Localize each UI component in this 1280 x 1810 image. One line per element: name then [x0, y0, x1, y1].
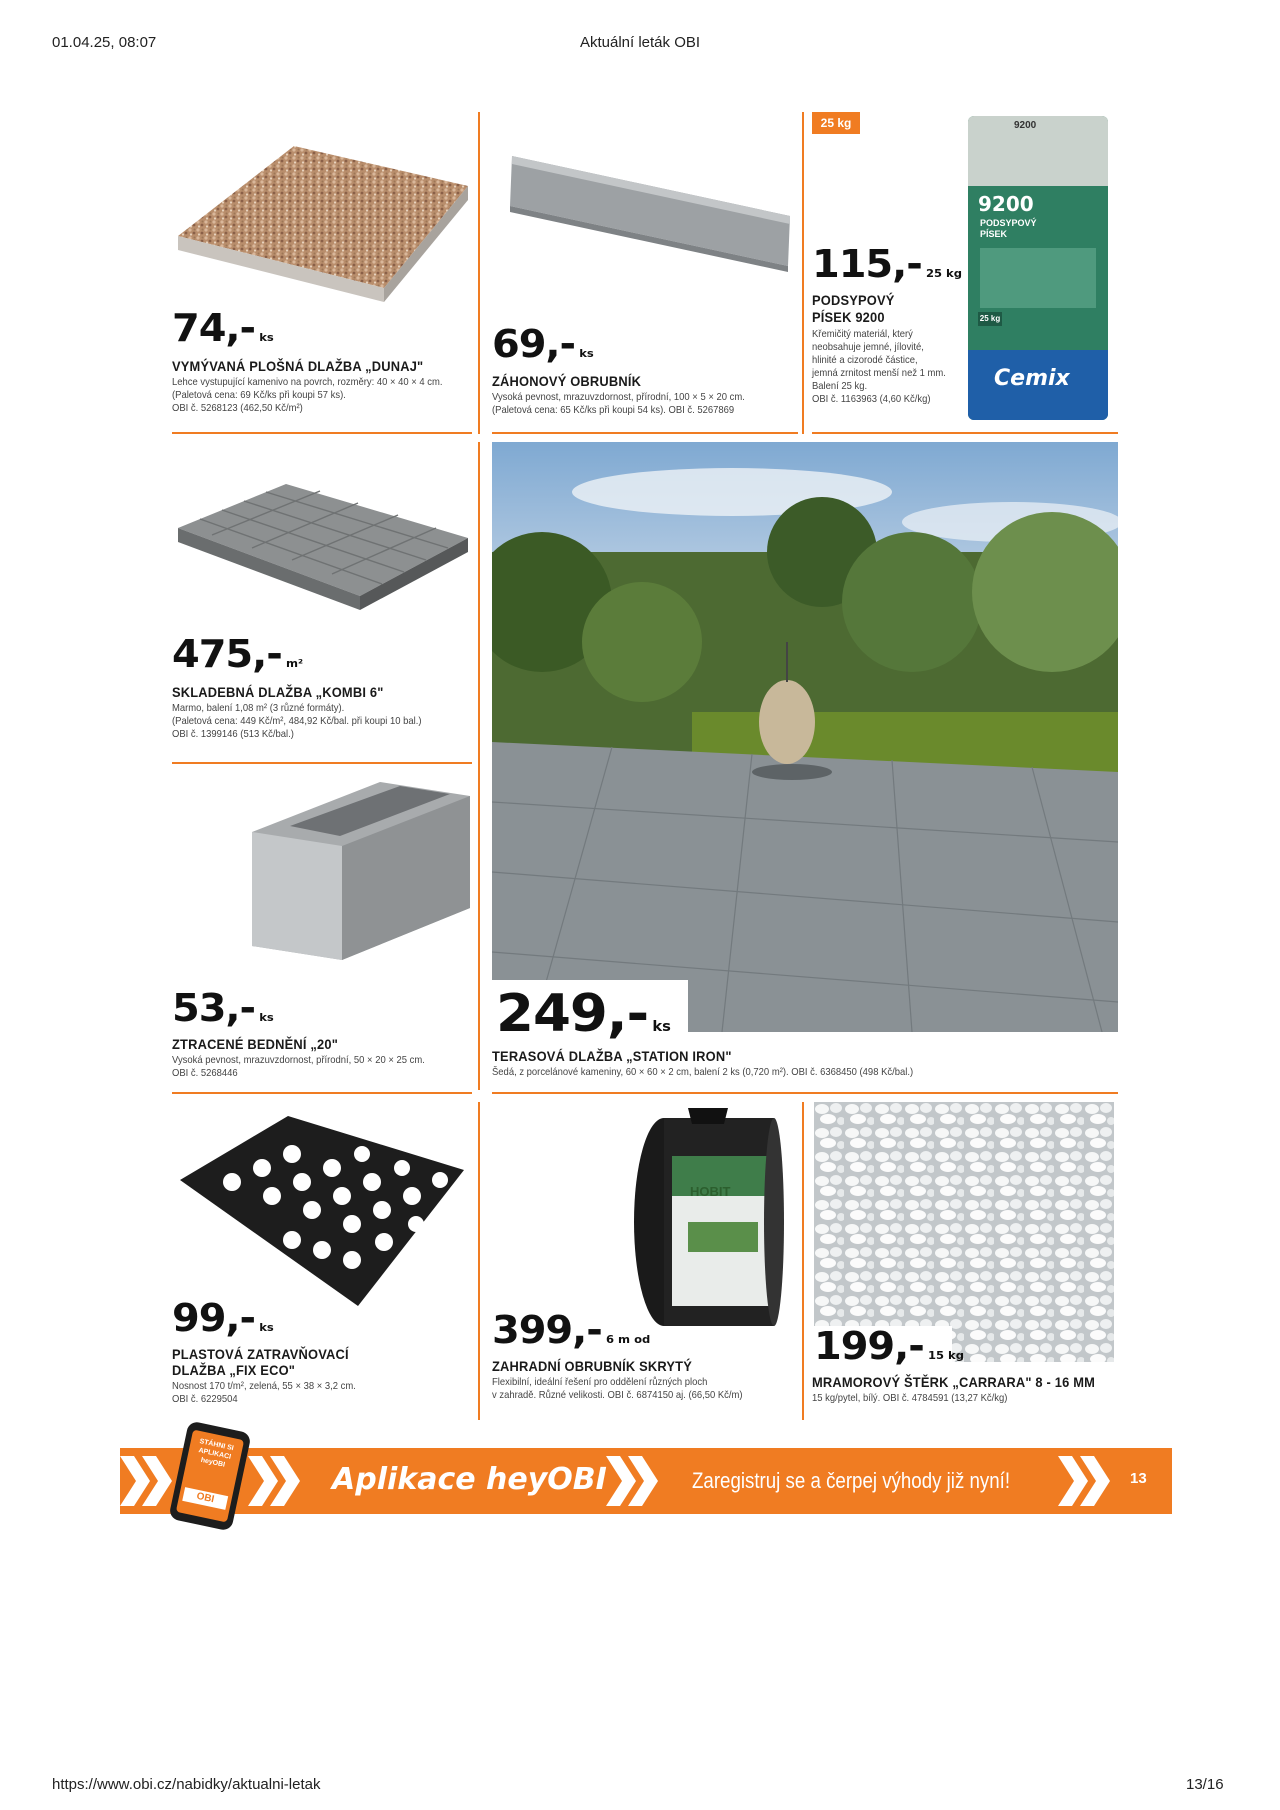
divider — [478, 112, 480, 434]
chevron-right-icon — [248, 1456, 308, 1506]
page-number: 13 — [1130, 1470, 1147, 1487]
divider — [172, 1092, 472, 1094]
price: 399,- 6 m od — [492, 1308, 651, 1352]
divider — [172, 762, 472, 764]
product-description: 15 kg/pytel, bílý. OBI č. 4784591 (13,27 Kč/kg) — [812, 1392, 1008, 1404]
product-image-carrara — [814, 1102, 1114, 1362]
price: 74,- ks — [172, 306, 274, 350]
product-title-line2: DLAŽBA „FIX ECO" — [172, 1362, 296, 1378]
product-title: VYMÝVANÁ PLOŠNÁ DLAŽBA „DUNAJ" — [172, 358, 424, 374]
divider — [802, 1102, 804, 1420]
product-description: Šedá, z porcelánové kameniny, 60 × 60 × 2 cm, balení 2 ks (0,720 m²). OBI č. 6368450 (498 Kč/bal.) — [492, 1066, 914, 1078]
chevron-right-icon — [1058, 1456, 1118, 1506]
product-description: Lehce vystupující kamenivo na povrch, rozměry: 40 × 40 × 4 cm. (Paletová cena: 69 Kč/ks při koupi 57 ks). OBI č. 5268123 (462,50 Kč/m²) — [172, 376, 443, 414]
price: 199,- 15 kg — [814, 1324, 965, 1368]
product-image-fix-eco — [172, 1110, 472, 1310]
app-label: Aplikace heyOBI — [332, 1462, 607, 1497]
app-banner[interactable] — [120, 1438, 1172, 1514]
banner-cta[interactable]: Zaregistruj se a čerpej výhody již nyní! — [692, 1468, 1011, 1493]
product-image-pisek-bag: 9200 9200 PODSYPOVÝ PÍSEK 25 kg Cemix — [968, 116, 1108, 420]
product-description: Vysoká pevnost, mrazuvzdornost, přírodní, 100 × 5 × 20 cm. (Paletová cena: 65 Kč/ks při koupi 54 ks). OBI č. 5267869 — [492, 391, 745, 416]
product-title: MRAMOROVÝ ŠTĚRK „CARRARA" 8 - 16 MM — [812, 1374, 1096, 1390]
price: 69,- ks — [492, 322, 594, 366]
divider — [172, 432, 472, 434]
product-image-obrubnik — [500, 150, 795, 290]
chevron-right-icon — [606, 1456, 666, 1506]
weight-badge: 25 kg — [812, 112, 860, 134]
print-url[interactable]: https://www.obi.cz/nabidky/aktualni-letak — [52, 1776, 321, 1793]
divider — [492, 432, 798, 434]
product-description: Flexibilní, ideální řešení pro oddělení různých ploch v zahradě. Různé velikosti. OBI č. 6874150 aj. (66,50 Kč/m) — [492, 1376, 743, 1401]
divider — [478, 442, 480, 1090]
price: 99,- ks — [172, 1296, 274, 1340]
divider — [478, 1102, 480, 1420]
divider — [812, 432, 1118, 434]
product-description: Křemičitý materiál, který neobsahuje jemné, jílovité, hlinité a cizorodé částice, jemná zrnitost menší než 1 mm. Balení 25 kg. OBI č. 1163963 (4,60 Kč/kg) — [812, 328, 946, 405]
divider — [492, 1092, 1118, 1094]
product-title-line1: PODSYPOVÝ — [812, 292, 895, 308]
print-page-counter: 13/16 — [1186, 1776, 1224, 1793]
print-datetime: 01.04.25, 08:07 — [52, 34, 157, 51]
product-image-obrubnik-roll: HOBIT — [628, 1104, 788, 1340]
product-image-kombi — [172, 478, 472, 618]
product-image-bedneni — [250, 776, 472, 966]
price: 115,- 25 kg — [812, 242, 963, 286]
phone-icon: STÁHNI SI APLIKACI heyOBI OBI — [168, 1420, 251, 1531]
price: 53,- ks — [172, 986, 274, 1030]
divider — [802, 112, 804, 434]
chevron-right-icon — [120, 1456, 180, 1506]
product-image-dunaj — [172, 140, 472, 305]
product-title: ZAHRADNÍ OBRUBNÍK SKRYTÝ — [492, 1358, 693, 1374]
print-title: Aktuální leták OBI — [579, 34, 701, 51]
product-title: ZÁHONOVÝ OBRUBNÍK — [492, 373, 642, 389]
product-description: Vysoká pevnost, mrazuvzdornost, přírodní, 50 × 20 × 25 cm. OBI č. 5268446 — [172, 1054, 425, 1079]
product-image-station-iron-photo — [492, 442, 1118, 1032]
product-title: TERASOVÁ DLAŽBA „STATION IRON" — [492, 1048, 732, 1064]
product-title-line1: PLASTOVÁ ZATRAVŇOVACÍ — [172, 1346, 349, 1362]
product-title: SKLADEBNÁ DLAŽBA „KOMBI 6" — [172, 684, 384, 700]
product-description: Nosnost 170 t/m², zelená, 55 × 38 × 3,2 cm. OBI č. 6229504 — [172, 1380, 356, 1405]
product-title-line2: PÍSEK 9200 — [812, 309, 885, 325]
price: 249,- ks — [496, 984, 671, 1044]
price: 475,- m² — [172, 632, 304, 676]
product-title: ZTRACENÉ BEDNĚNÍ „20" — [172, 1036, 338, 1052]
product-description: Marmo, balení 1,08 m² (3 různé formáty). (Paletová cena: 449 Kč/m², 484,92 Kč/bal. při koupi 10 bal.) OBI č. 1399146 (513 Kč/bal.) — [172, 702, 422, 740]
